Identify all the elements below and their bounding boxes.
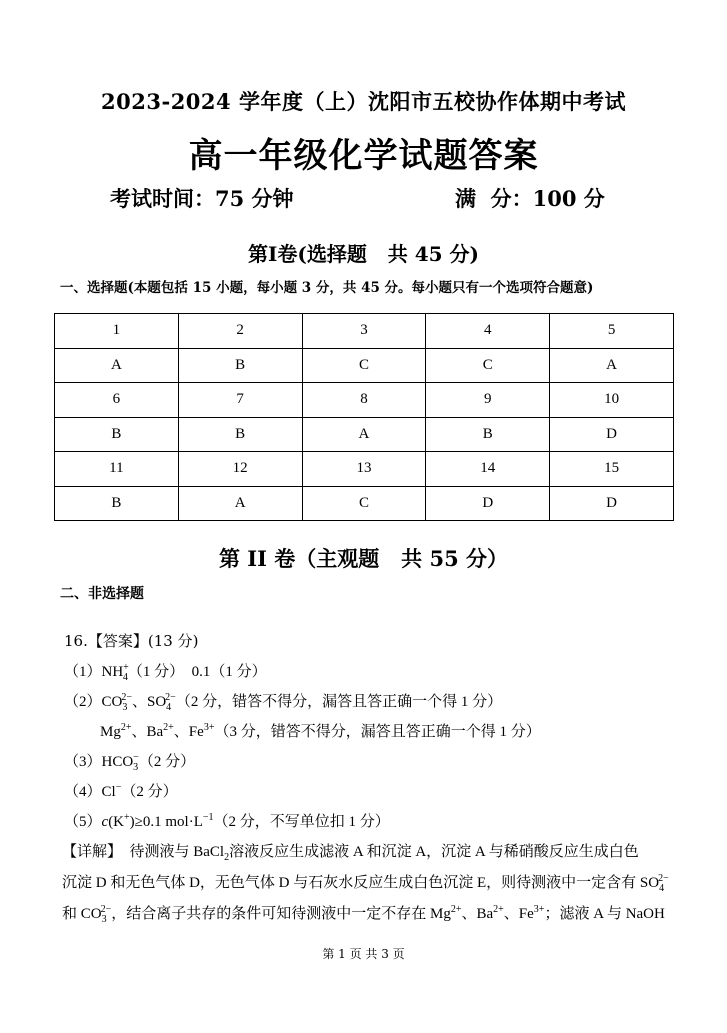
q16-answer-2b: $Mg^{2+}$、$Ba^{2+}$、$Fe^{3+}(3$ 分，错答不得分，漏答且答正确一个得 1 分） — [100, 722, 541, 740]
page-footer: 第 1 页 共 3 页 — [322, 947, 405, 961]
answer-table-cell: 14 — [426, 452, 550, 487]
q16-detail-line3: 和 $CO_3^{2-}$，结合离子共存的条件可知待测液中一定不存在 $Mg^{2+}$、$Ba^{2+}$、$Fe^{3+}$；滤液 A 与 NaOH — [62, 904, 665, 925]
answer-table-cell: 7 — [178, 383, 302, 418]
answer-table-cell: B — [426, 417, 550, 452]
answer-table-cell: D — [550, 417, 674, 452]
answer-table-cell: 1 — [55, 314, 179, 349]
q16-header: 16.【答案】(13 分) — [64, 632, 199, 650]
answer-table-cell: C — [302, 348, 426, 383]
answer-table-cell: B — [178, 348, 302, 383]
section2-note: 二、非选择题 — [60, 586, 144, 602]
q16-detail-line1: 【详解】 待测液与 BaCl$_2$溶液反应生成滤液 A 和沉淀 A，沉淀 A 与稀硝酸反应生成白色 — [62, 844, 639, 863]
q16-answer-5: （5）c(K+)≥0.1 $mol\cdot L^{-1}(2$ 分，不写单位扣 1 分） — [64, 812, 390, 830]
answer-table-cell: 12 — [178, 452, 302, 487]
answer-table-row — [55, 383, 674, 418]
answer-table-cell: 11 — [55, 452, 179, 487]
answer-table-cell: 4 — [426, 314, 550, 349]
answer-table-cell: C — [302, 486, 426, 521]
answer-table-cell: 3 — [302, 314, 426, 349]
answer-table-cell: 5 — [550, 314, 674, 349]
answer-table-row — [55, 452, 674, 487]
section2-title: 第 II 卷（主观题 共 55 分） — [218, 546, 509, 571]
exam-time: 考试时间：75 分钟 — [110, 186, 294, 211]
answer-table-cell: A — [55, 348, 179, 383]
answer-table-cell: B — [178, 417, 302, 452]
answer-table-cell: B — [55, 486, 179, 521]
answer-table-cell: 6 — [55, 383, 179, 418]
exam-title: 高一年级化学试题答案 — [188, 136, 539, 176]
answer-table-cell: D — [550, 486, 674, 521]
answer-table — [54, 313, 674, 521]
answer-table-row — [55, 486, 674, 521]
section1-note: 一、选择题(本题包括 15 小题，每小题 3 分，共 45 分。每小题只有一个选项符合题意) — [60, 280, 594, 296]
answer-table-cell: C — [426, 348, 550, 383]
q16-answer-3: $(3)HCO_3^-(2$ 分） — [64, 752, 196, 773]
answer-table-cell: 15 — [550, 452, 674, 487]
q16-detail-line2: 沉淀 D 和无色气体 D，无色气体 D 与石灰水反应生成白色沉淀 E，则待测液中一定含有 $SO_4^{2-}$ — [62, 873, 669, 894]
answer-table-row — [55, 314, 674, 349]
section1-title: 第Ⅰ卷(选择题 共 45 分) — [248, 242, 479, 266]
q16-answer-1: $(1)NH^+_4(1$ 分） 0.1（1 分） — [64, 662, 267, 683]
answer-table-cell: A — [178, 486, 302, 521]
answer-table-cell: 8 — [302, 383, 426, 418]
q16-answer-4: （4）Cl−（2 分） — [64, 782, 178, 800]
answer-table-cell: B — [55, 417, 179, 452]
answer-table-cell: D — [426, 486, 550, 521]
q16-answer-2: $(2)CO_3^{2-}$、$SO_4^{2-}(2$ 分，错答不得分，漏答且答正确一个得 1 分） — [64, 692, 503, 713]
exam-header-line1: 2023-2024 学年度（上）沈阳市五校协作体期中考试 — [101, 89, 626, 114]
answer-table-cell: A — [302, 417, 426, 452]
answer-table-cell: 10 — [550, 383, 674, 418]
answer-table-cell: 13 — [302, 452, 426, 487]
answer-table-cell: 9 — [426, 383, 550, 418]
answer-table-cell: A — [550, 348, 674, 383]
exam-score: 满 分：100 分 — [455, 186, 605, 211]
answer-table-row — [55, 348, 674, 383]
answer-table-cell: 2 — [178, 314, 302, 349]
answer-table-row — [55, 417, 674, 452]
